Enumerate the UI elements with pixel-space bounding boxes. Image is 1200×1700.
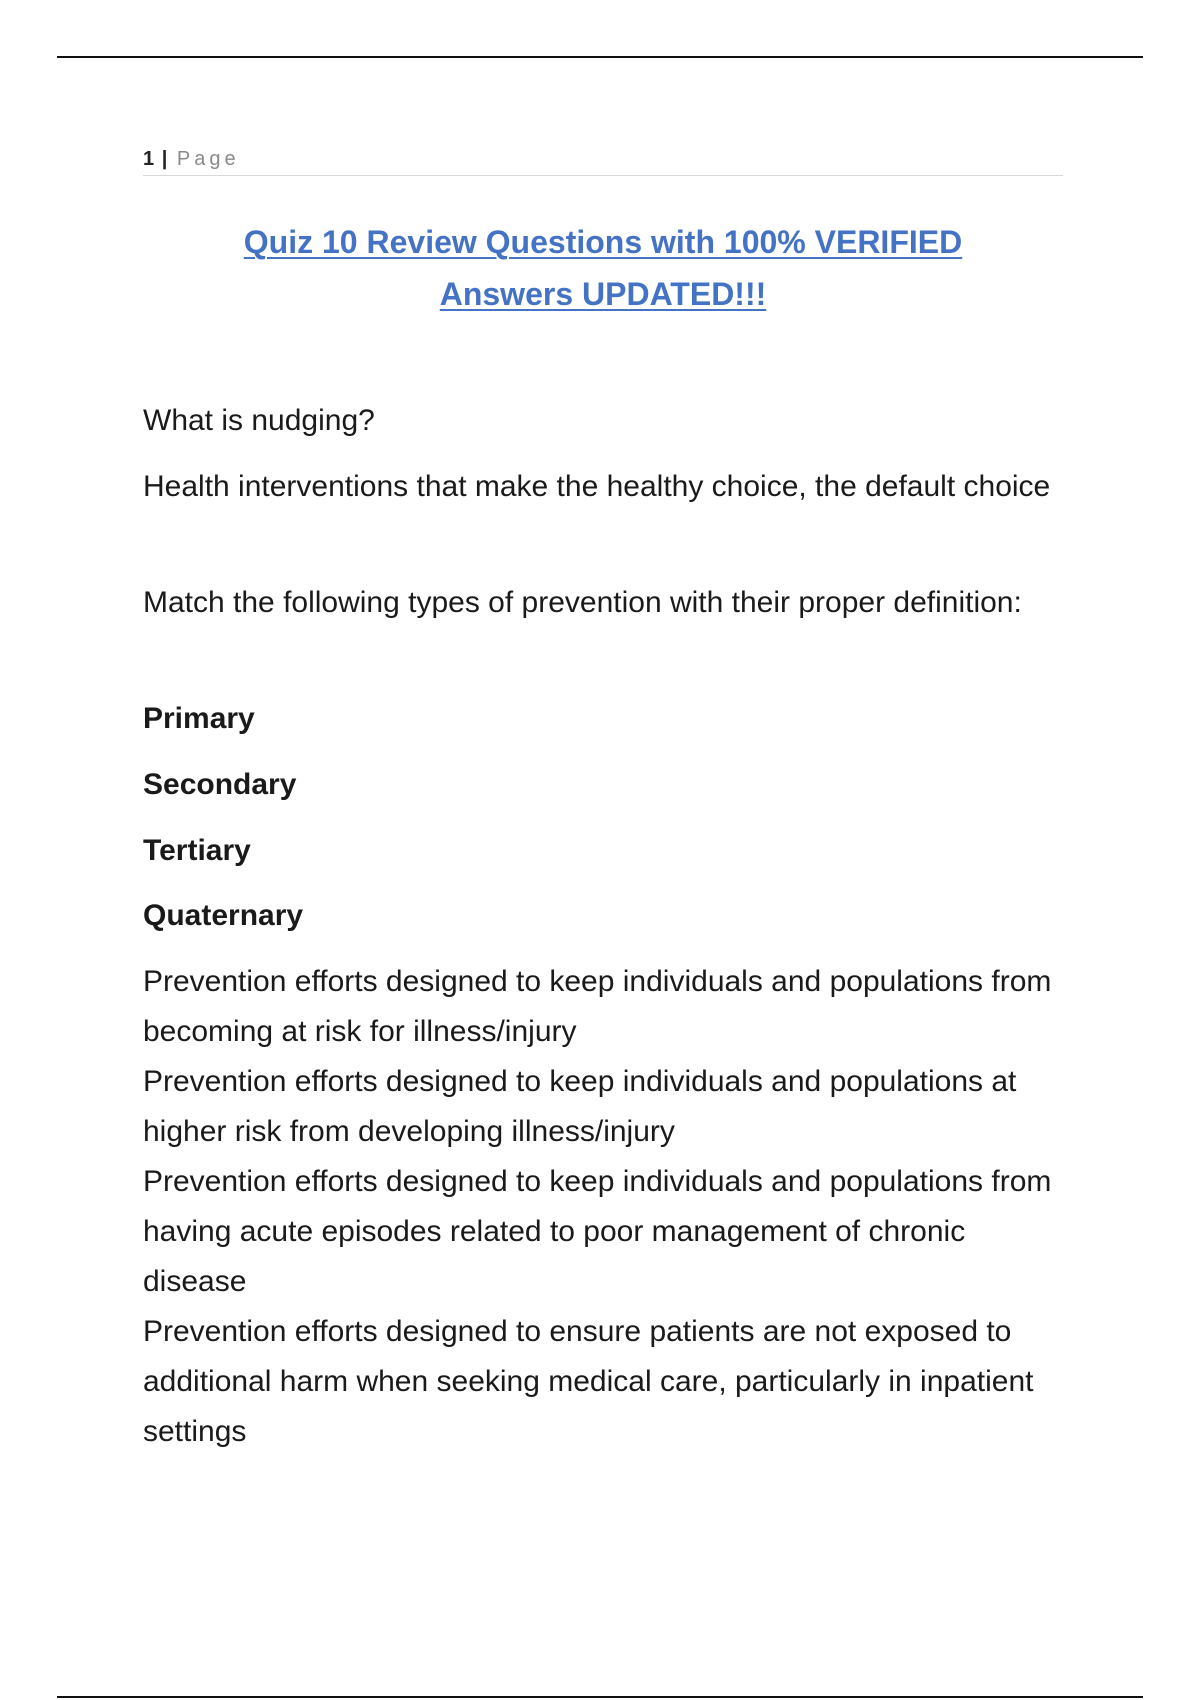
question-nudging: What is nudging? — [143, 404, 375, 437]
definition-tertiary: Prevention efforts designed to keep individuals and populations from having acute episodes related to poor management of chronic disease — [143, 1165, 1052, 1298]
term-quaternary: Quaternary — [143, 899, 304, 932]
title-line-1: Quiz 10 Review Questions with 100% VERIFIED — [243, 224, 963, 260]
definition-quaternary: Prevention efforts designed to ensure patients are not exposed to additional harm when seeking medical care, particularly in inpatient settings — [143, 1315, 1034, 1448]
answer-nudging: Health interventions that make the healthy choice, the default choice — [143, 470, 1051, 503]
page-header — [143, 147, 1063, 176]
page-separator: | — [161, 148, 168, 170]
page-label: Page — [176, 148, 240, 170]
term-primary: Primary — [143, 702, 255, 735]
question-prevention-match: Match the following types of prevention with their proper definition: — [143, 586, 1022, 619]
page-number: 1 — [143, 148, 155, 170]
bottom-rule — [57, 1696, 1143, 1698]
document-title — [143, 216, 1063, 320]
top-rule — [57, 56, 1143, 58]
term-secondary: Secondary — [143, 768, 297, 801]
term-tertiary: Tertiary — [143, 834, 251, 867]
definition-secondary: Prevention efforts designed to keep individuals and populations at higher risk from developing illness/injury — [143, 1065, 1017, 1148]
title-line-2: Answers UPDATED!!! — [439, 276, 767, 312]
definition-primary: Prevention efforts designed to keep individuals and populations from becoming at risk for illness/injury — [143, 965, 1052, 1048]
